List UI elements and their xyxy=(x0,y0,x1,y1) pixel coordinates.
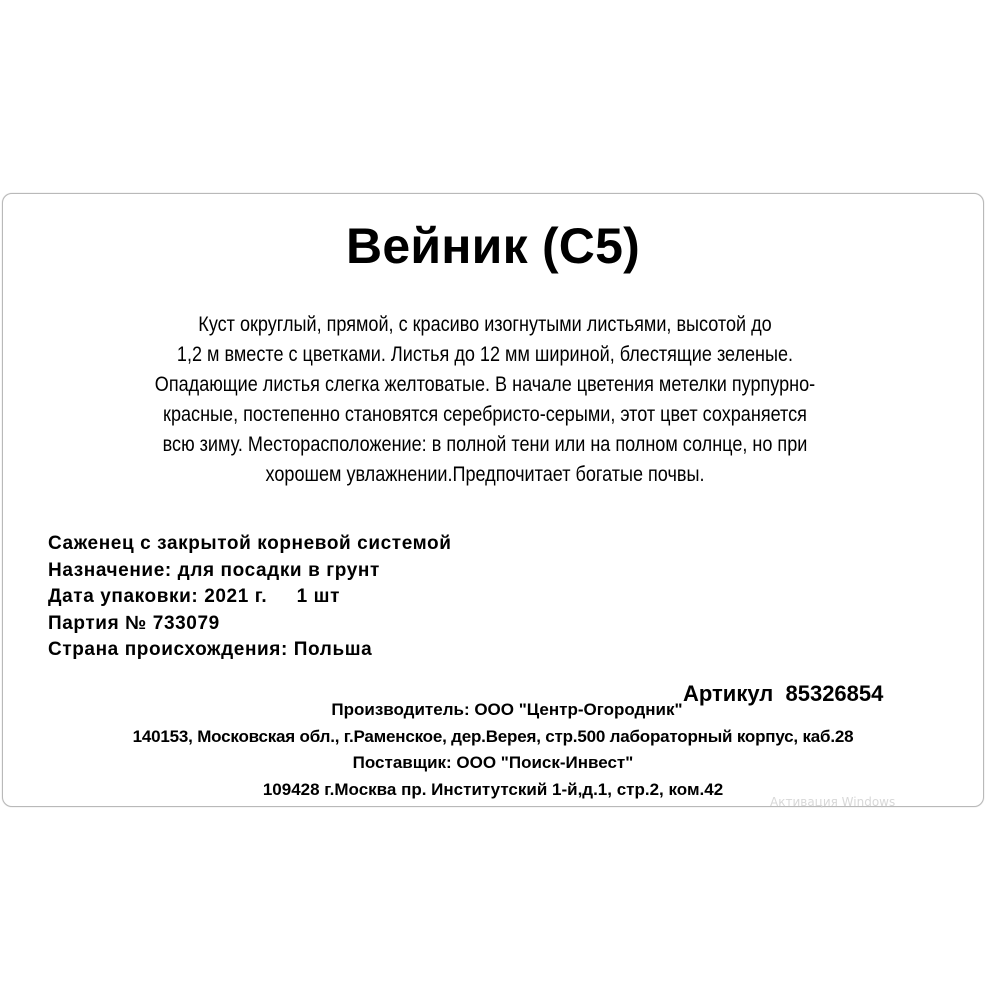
product-facts xyxy=(48,531,452,664)
product-description xyxy=(141,310,829,490)
pack-date: Дата упаковки: 2021 г. 1 шт xyxy=(48,586,341,607)
product-label xyxy=(2,193,984,807)
product-title: Вейник (С5) xyxy=(346,218,640,274)
supplier-name: Поставщик: ООО "Поиск-Инвест" xyxy=(352,753,634,772)
manufacturer-block xyxy=(3,697,983,803)
windows-activation-watermark: Активация Windows xyxy=(770,795,896,809)
description-line: хорошем увлажнении.Предпочитает богатые почвы. xyxy=(265,463,705,486)
supplier-address: 109428 г.Москва пр. Институтский 1-й,д.1, стр.2, ком.42 xyxy=(262,779,724,799)
batch-number: Партия № 733079 xyxy=(48,612,220,634)
description-line: Куст округлый, прямой, с красиво изогнутыми листьями, высотой до xyxy=(198,313,772,336)
description-line: 1,2 м вместе с цветками. Листья до 12 мм шириной, блестящие зеленые. xyxy=(176,343,794,366)
manufacturer-name: Производитель: ООО "Центр-Огородник" xyxy=(331,700,683,719)
seedling-type: Саженец с закрытой корневой системой xyxy=(48,533,452,554)
manufacturer-address: 140153, Московская обл., г.Раменское, дер.Верея, стр.500 лабораторный корпус, каб.28 xyxy=(132,726,854,746)
description-line: Опадающие листья слегка желтоватые. В начале цветения метелки пурпурно- xyxy=(154,373,816,396)
description-line: красные, постепенно становятся серебристо-серыми, этот цвет сохраняется xyxy=(163,403,807,426)
purpose: Назначение: для посадки в грунт xyxy=(48,559,380,581)
country-of-origin: Страна происхождения: Польша xyxy=(48,639,373,660)
description-line: всю зиму. Месторасположение: в полной тени или на полном солнце, но при xyxy=(162,433,808,456)
article-number: Артикул 85326854 xyxy=(683,681,884,706)
